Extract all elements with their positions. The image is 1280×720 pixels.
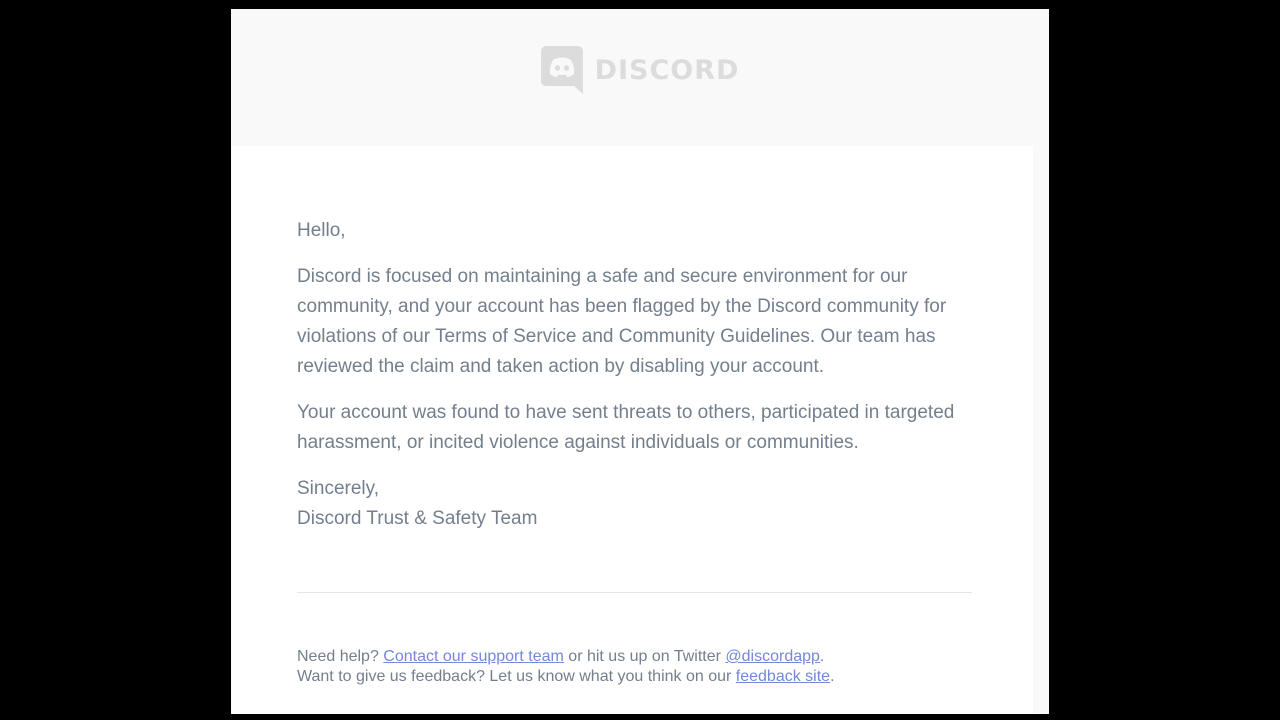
signoff: Sincerely, [297,478,380,499]
help-suffix: . [819,648,825,665]
email-footer [297,647,997,687]
discord-wordmark: DISCORD [594,54,740,86]
email-header [231,9,1049,146]
feedback-link[interactable]: feedback site [735,668,831,685]
email-card [232,146,1033,714]
help-line [297,647,997,667]
divider [297,592,972,593]
email-body [297,216,972,550]
help-prefix: Need help? [297,648,384,665]
signature: Discord Trust & Safety Team [297,508,538,529]
signature-block [297,474,972,534]
support-link[interactable]: Contact our support team [383,648,564,665]
paragraph-violation-reason: Your account was found to have sent threats to others, participated in targeted harassment, or incited violence against individuals or communities. [297,402,955,453]
help-middle: or hit us up on Twitter [563,648,726,665]
greeting: Hello, [297,220,346,241]
feedback-prefix: Want to give us feedback? Let us know what you think on our [297,668,736,685]
paragraph-account-flagged: Discord is focused on maintaining a safe and secure environment for our community, and your account has been flagged by the Discord community for violations of our Terms of Service and Community Guidelines. Our team has reviewed the claim and taken action by disabling your account. [297,266,947,377]
discord-logo-icon [541,46,583,94]
twitter-link[interactable]: @discordapp [725,648,820,665]
email-frame [231,9,1049,714]
discord-logo [541,46,740,94]
feedback-suffix: . [830,668,835,685]
feedback-line [297,667,997,687]
